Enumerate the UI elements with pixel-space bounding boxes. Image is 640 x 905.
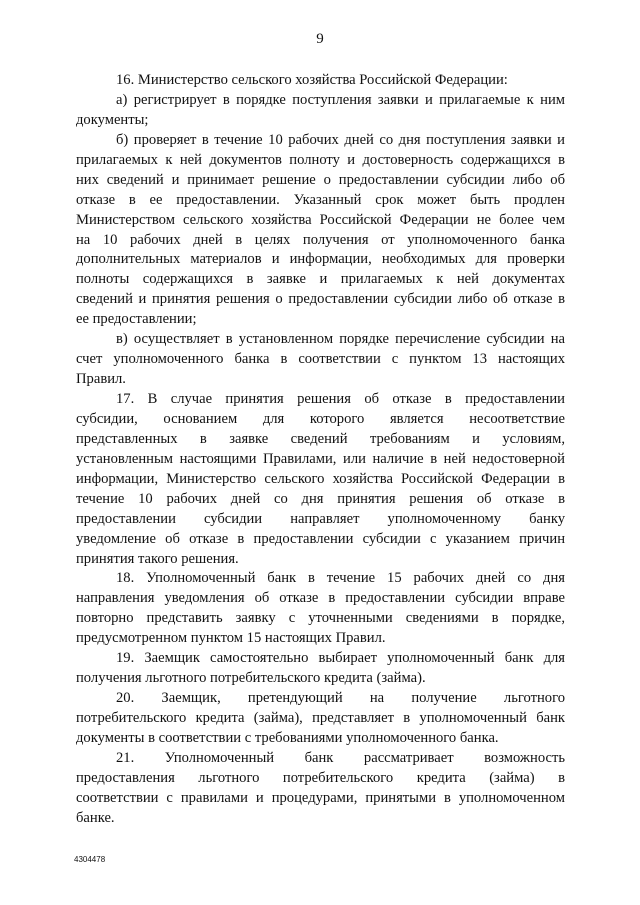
text-line: 19. Заемщик самостоятельно выбирает уполномоченный банк для xyxy=(116,650,565,667)
text-line: получения льготного потребительского кредита (займа). xyxy=(76,670,426,687)
paragraph-p16a xyxy=(76,91,565,131)
text-line: информации, Министерство сельского хозяйства Российской Федерации в xyxy=(76,470,565,487)
text-line: повторно представить заявку с уточненными сведениями в порядке, xyxy=(76,610,565,627)
text-line: сведений и принятия решения о предоставлении субсидии либо об отказе в xyxy=(76,291,565,308)
paragraph-p17 xyxy=(76,390,565,569)
text-line: уведомление об отказе в предоставлении субсидии с указанием причин xyxy=(76,530,565,547)
text-line: 16. Министерство сельского хозяйства Российской Федерации: xyxy=(116,72,508,88)
text-line: них сведений и принимает решение о предоставлении субсидии либо об xyxy=(76,171,565,188)
text-line: субсидии, основанием для которого является несоответствие xyxy=(76,410,565,427)
text-line: 21. Уполномоченный банк рассматривает возможность xyxy=(116,749,565,766)
text-line: Правил. xyxy=(76,371,126,388)
text-line: потребительского кредита (займа), представляет в уполномоченный банк xyxy=(76,710,565,726)
paragraph-p16b xyxy=(76,131,565,330)
text-line: предоставлении субсидии направляет уполномоченному банку xyxy=(76,510,565,527)
paragraph-p16v xyxy=(76,330,565,390)
text-line: документы в соответствии с требованиями уполномоченного банка. xyxy=(76,729,499,746)
paragraph-p18 xyxy=(76,569,565,649)
text-line: отказе в ее предоставлении. Указанный срок может быть продлен xyxy=(76,191,565,208)
text-line: а) регистрирует в порядке поступления заявки и прилагаемые к ним xyxy=(116,91,565,108)
text-line: 18. Уполномоченный банк в течение 15 рабочих дней со дня xyxy=(116,570,565,587)
paragraph-p21 xyxy=(76,749,565,829)
text-line: б) проверяет в течение 10 рабочих дней со дня поступления заявки и xyxy=(116,131,565,148)
text-line: на 10 рабочих дней в целях получения от уполномоченного банка xyxy=(76,231,565,248)
text-line: принятия такого решения. xyxy=(76,550,239,567)
text-line: счет уполномоченного банка в соответствии с пунктом 13 настоящих xyxy=(76,351,565,368)
text-line: представленных в заявке сведений требованиям и условиям, xyxy=(76,430,565,447)
document-body xyxy=(76,71,565,829)
text-line: прилагаемых к ней документов полноту и достоверность содержащихся в xyxy=(76,151,565,168)
text-line: банке. xyxy=(76,809,115,826)
text-line: ее предоставлении; xyxy=(76,311,197,328)
text-line: направления уведомления об отказе в предоставлении субсидии вправе xyxy=(76,590,565,607)
text-line: установленным настоящими Правилами, или наличие в ней недостоверной xyxy=(76,450,565,467)
text-line: предоставления льготного потребительского кредита (займа) в xyxy=(76,769,565,786)
text-line: документы; xyxy=(76,111,149,128)
paragraph-p20 xyxy=(76,689,565,749)
text-line: в) осуществляет в установленном порядке перечисление субсидии на xyxy=(116,331,565,348)
document-code: 4304478 xyxy=(74,855,106,864)
text-line: соответствии с правилами и процедурами, принятыми в уполномоченном xyxy=(76,789,565,806)
page-number: 9 xyxy=(316,31,324,47)
text-line: полноты содержащихся в заявке и прилагаемых к ней документах xyxy=(76,271,565,288)
text-line: дополнительных материалов и информации, необходимых для проверки xyxy=(76,251,565,268)
text-line: Министерством сельского хозяйства Российской Федерации не более чем xyxy=(76,211,565,228)
text-line: 17. В случае принятия решения об отказе в предоставлении xyxy=(116,391,565,407)
text-line: 20. Заемщик, претендующий на получение льготного xyxy=(116,690,565,707)
paragraph-p19 xyxy=(76,649,565,689)
text-line: предусмотренном пунктом 15 настоящих Правил. xyxy=(76,630,386,647)
paragraph-p16 xyxy=(76,71,565,91)
text-line: течение 10 рабочих дней со дня принятия решения об отказе в xyxy=(76,490,565,507)
